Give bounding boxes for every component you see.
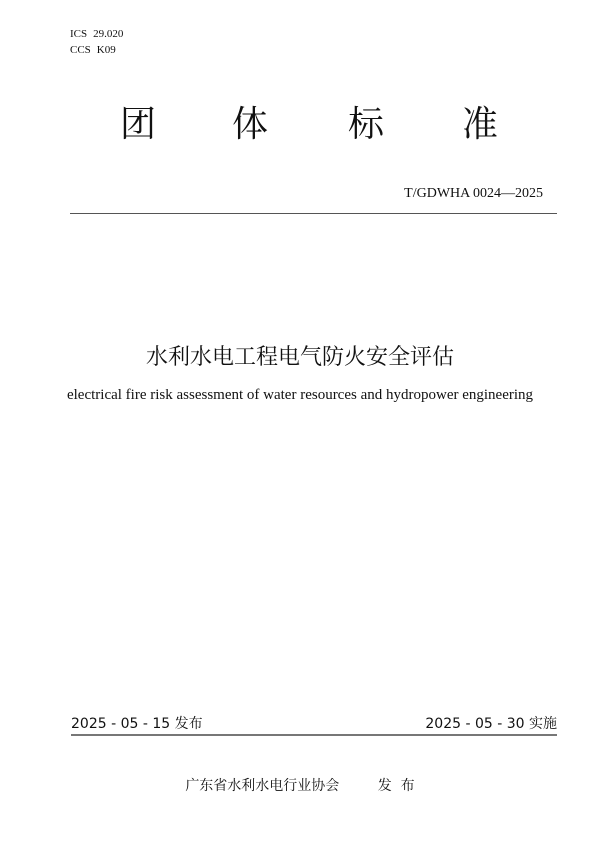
publisher-name: 广东省水利水电行业协会: [185, 778, 340, 794]
doc-type-char: 准: [462, 104, 499, 145]
ics-value: 29.020: [93, 28, 124, 40]
effective-date: 2025 - 05 - 30 实施: [425, 716, 557, 732]
doc-type-char: 标: [348, 104, 385, 145]
document-type-heading: [0, 100, 600, 150]
ccs-label: CCS: [70, 44, 91, 56]
issue-date: 2025 - 05 - 15 发布: [71, 716, 203, 732]
bottom-divider: [71, 734, 557, 736]
publish-label: 发 布: [377, 778, 415, 794]
classification-codes: [70, 26, 129, 58]
title-english: electrical fire risk assessment of water resources and hydropower engineering: [66, 387, 534, 403]
ccs-value: K09: [96, 44, 116, 56]
publisher-line: [0, 775, 600, 795]
top-divider: [70, 213, 557, 214]
doc-type-char: 体: [232, 104, 269, 145]
doc-type-char: 团: [120, 104, 157, 145]
standard-number: T/GDWHA 0024—2025: [404, 186, 543, 201]
title-chinese: 水利水电工程电气防火安全评估: [145, 345, 454, 370]
ics-label: ICS: [70, 28, 88, 40]
